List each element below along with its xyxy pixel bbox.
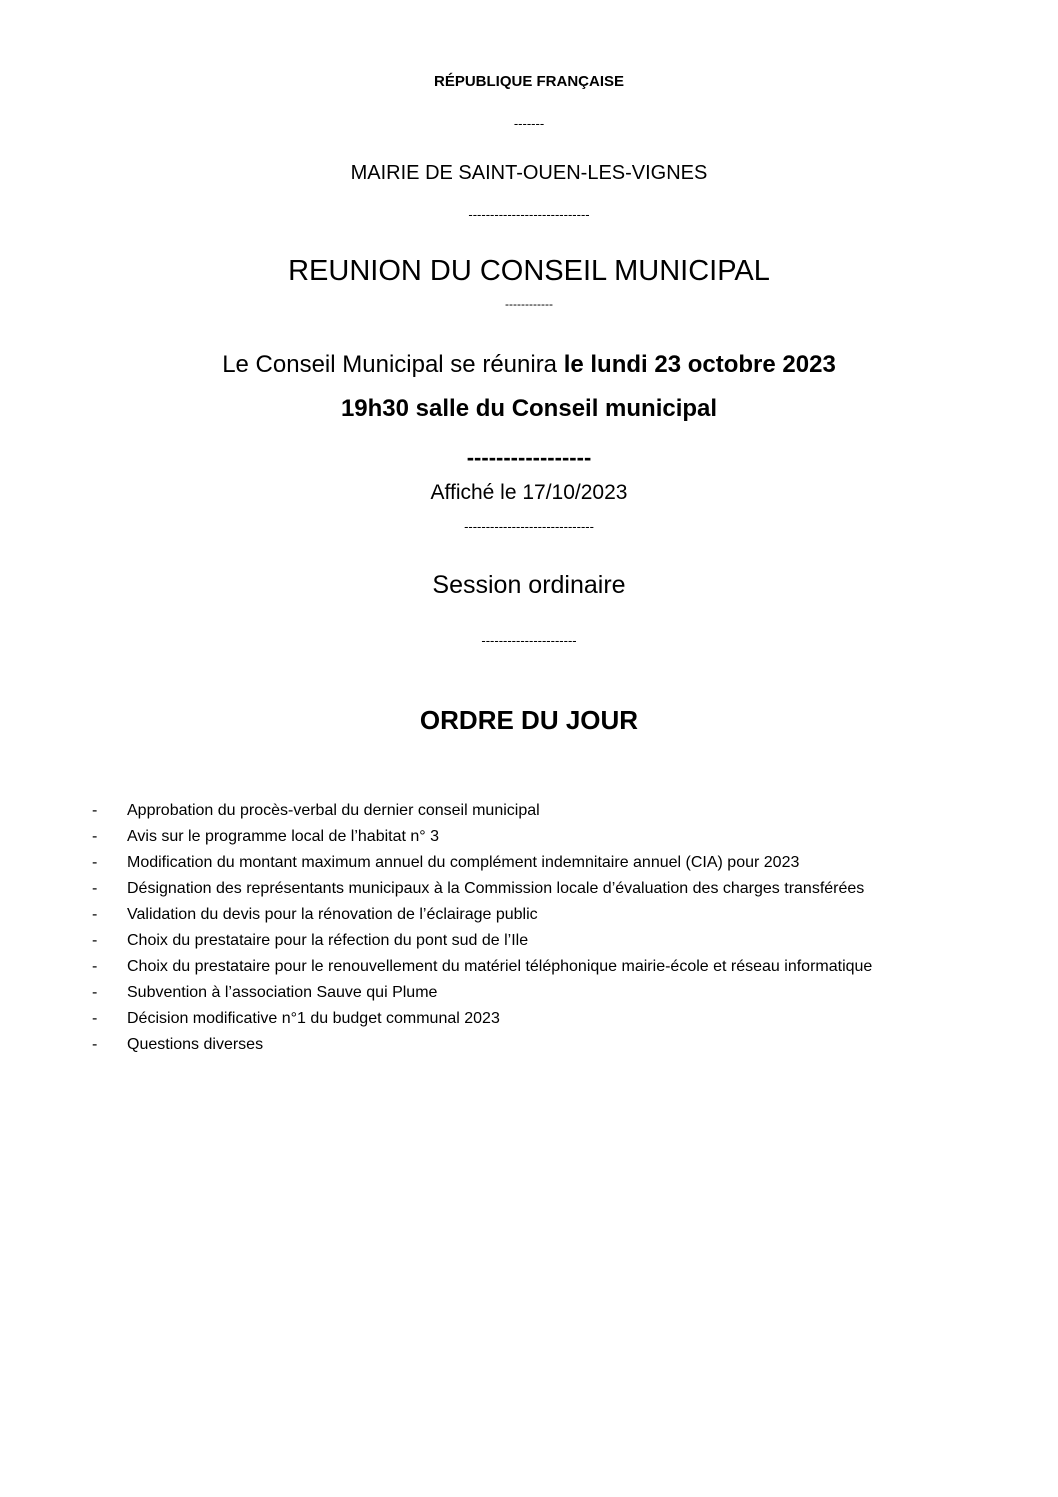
separator: ------------ xyxy=(505,297,553,311)
agenda-item xyxy=(92,902,970,928)
agenda-item xyxy=(92,824,970,850)
agenda-item-text: Décision modificative n°1 du budget communal 2023 xyxy=(127,1010,500,1027)
agenda-list xyxy=(92,798,970,1058)
mairie-heading: MAIRIE DE SAINT-OUEN-LES-VIGNES xyxy=(350,162,708,184)
agenda-item-text: Avis sur le programme local de l’habitat n° 3 xyxy=(127,828,440,845)
bullet-dash: - xyxy=(92,880,98,897)
agenda-item-text: Désignation des représentants municipaux à la Commission locale d’évaluation des charges transférées xyxy=(127,880,865,897)
bullet-dash: - xyxy=(92,802,98,819)
separator: ------- xyxy=(513,116,545,131)
bullet-dash: - xyxy=(92,906,98,923)
bullet-dash: - xyxy=(92,854,98,871)
republique-heading: RÉPUBLIQUE FRANÇAISE xyxy=(433,73,624,90)
agenda-item-text: Choix du prestataire pour la réfection du pont sud de l’Ile xyxy=(127,932,529,949)
agenda-item-text: Subvention à l’association Sauve qui Plume xyxy=(127,984,438,1001)
meeting-time-place: 19h30 salle du Conseil municipal xyxy=(340,395,718,422)
page-title: REUNION DU CONSEIL MUNICIPAL xyxy=(288,255,770,287)
separator: ----------------- xyxy=(466,445,592,470)
agenda-item xyxy=(92,850,970,876)
agenda-item-text: Questions diverses xyxy=(127,1036,264,1053)
posted-date: Affiché le 17/10/2023 xyxy=(430,481,628,504)
agenda-item-text: Validation du devis pour la rénovation de l’éclairage public xyxy=(127,906,538,923)
bullet-dash: - xyxy=(92,958,98,975)
bullet-dash: - xyxy=(92,1010,98,1027)
separator: ---------------------------- xyxy=(468,207,590,222)
agenda-title: ORDRE DU JOUR xyxy=(419,705,639,735)
bullet-dash: - xyxy=(92,1036,98,1053)
separator: ------------------------------ xyxy=(464,519,594,534)
agenda-item xyxy=(92,954,970,980)
agenda-item xyxy=(92,980,970,1006)
meeting-date: le lundi 23 octobre 2023 xyxy=(563,351,836,378)
meeting-announcement xyxy=(0,351,1058,379)
agenda-item-text: Modification du montant maximum annuel du complément indemnitaire annuel (CIA) pour 2023 xyxy=(127,854,800,871)
bullet-dash: - xyxy=(92,828,98,845)
agenda-item xyxy=(92,798,970,824)
bullet-dash: - xyxy=(92,932,98,949)
session-type: Session ordinaire xyxy=(432,571,626,599)
bullet-dash: - xyxy=(92,984,98,1001)
agenda-item xyxy=(92,928,970,954)
agenda-item xyxy=(92,876,970,902)
agenda-item xyxy=(92,1032,970,1058)
agenda-item-text: Choix du prestataire pour le renouvellement du matériel téléphonique mairie-école et réseau informatique xyxy=(127,958,873,975)
separator: ---------------------- xyxy=(481,633,577,648)
agenda-item-text: Approbation du procès-verbal du dernier conseil municipal xyxy=(127,802,540,819)
announcement-prefix: Le Conseil Municipal se réunira xyxy=(222,351,564,378)
agenda-item xyxy=(92,1006,970,1032)
